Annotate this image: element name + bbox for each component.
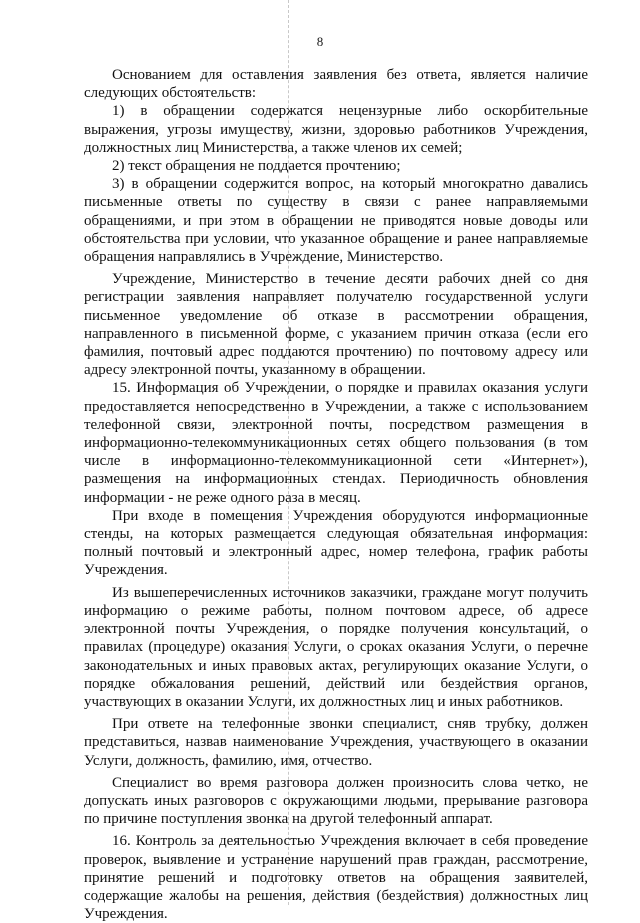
paragraph-ground-3: 3) в обращении содержится вопрос, на который многократно давались письменные ответы по существу в связи с ранее направляемыми обращениями, и при этом в обращении не приводятся новые доводы или обстоятельства при условии, что указанное обращение и ранее направляемые обращения направлялись в Учреждение, Министерство.	[84, 176, 588, 266]
paragraph-ground-1: 1) в обращении содержатся нецензурные либо оскорбительные выражения, угрозы имуществу, жизни, здоровью работников Учреждения, должностных лиц Министерства, а также членов их семей;	[84, 103, 588, 156]
paragraph-grounds-intro: Основанием для оставления заявления без ответа, является наличие следующих обстоятельств:	[84, 67, 588, 102]
paragraph-section-15: 15. Информация об Учреждении, о порядке и правилах оказания услуги предоставляется непосредственно в Учреждении, а также с использованием телефонной связи, электронной почты, посредством размещения в информационно-телекоммуникационных сетях общего пользования (в том числе в информационно-телекоммуникационной сети «Интернет»), размещения на информационных стендах. Периодичность обновления информации - не реже одного раза в месяц.	[84, 380, 588, 506]
paragraph-refusal-notice: Учреждение, Министерство в течение десяти рабочих дней со дня регистрации заявления направляет получателю государственной услуги письменное уведомление об отказе в рассмотрении обращения, направленного в письменной форме, с указанием причин отказа (если его фамилия, почтовый адрес поддаются прочтению) по почтовому адресу или адресу электронной почты, указанному в обращении.	[84, 271, 588, 379]
paragraph-info-sources: Из вышеперечисленных источников заказчики, граждане могут получить информацию о режиме работы, полном почтовом адресе, об адресе электронной почты Учреждения, о порядке получения консультаций, о правилах (процедуре) оказания Услуги, о сроках оказания Услуги, о перечне законодательных и иных правовых актах, регулирующих оказание Услуги, о порядке обжалования решений, действий или бездействия органов, участвующих в оказании Услуги, их должностных лиц и иных работников.	[84, 584, 588, 710]
paragraph-phone-calls: При ответе на телефонные звонки специалист, сняв трубку, должен представиться, назвав наименование Учреждения, участвующего в оказании Услуги, должность, фамилию, имя, отчество.	[84, 716, 588, 769]
paragraph-specialist-conduct: Специалист во время разговора должен произносить слова четко, не допускать иных разговоров с окружающими людьми, прерывание разговора по причине поступления звонка на другой телефонный аппарат.	[84, 774, 588, 828]
page-number: 8	[316, 34, 324, 49]
document-body	[84, 66, 588, 923]
paragraph-section-16: 16. Контроль за деятельностью Учреждения включает в себя проведение проверок, выявление и устранение нарушений прав граждан, рассмотрение, принятие решений и подготовку ответов на обращения заявителей, содержащие жалобы на решения, действия (бездействия) должностных лиц Учреждения.	[84, 833, 588, 923]
paragraph-info-stands: При входе в помещения Учреждения оборудуются информационные стенды, на которых размещается следующая обязательная информация: полный почтовый и электронный адрес, номер телефона, график работы Учреждения.	[84, 507, 588, 579]
paragraph-ground-2: 2) текст обращения не поддается прочтению;	[112, 158, 401, 175]
